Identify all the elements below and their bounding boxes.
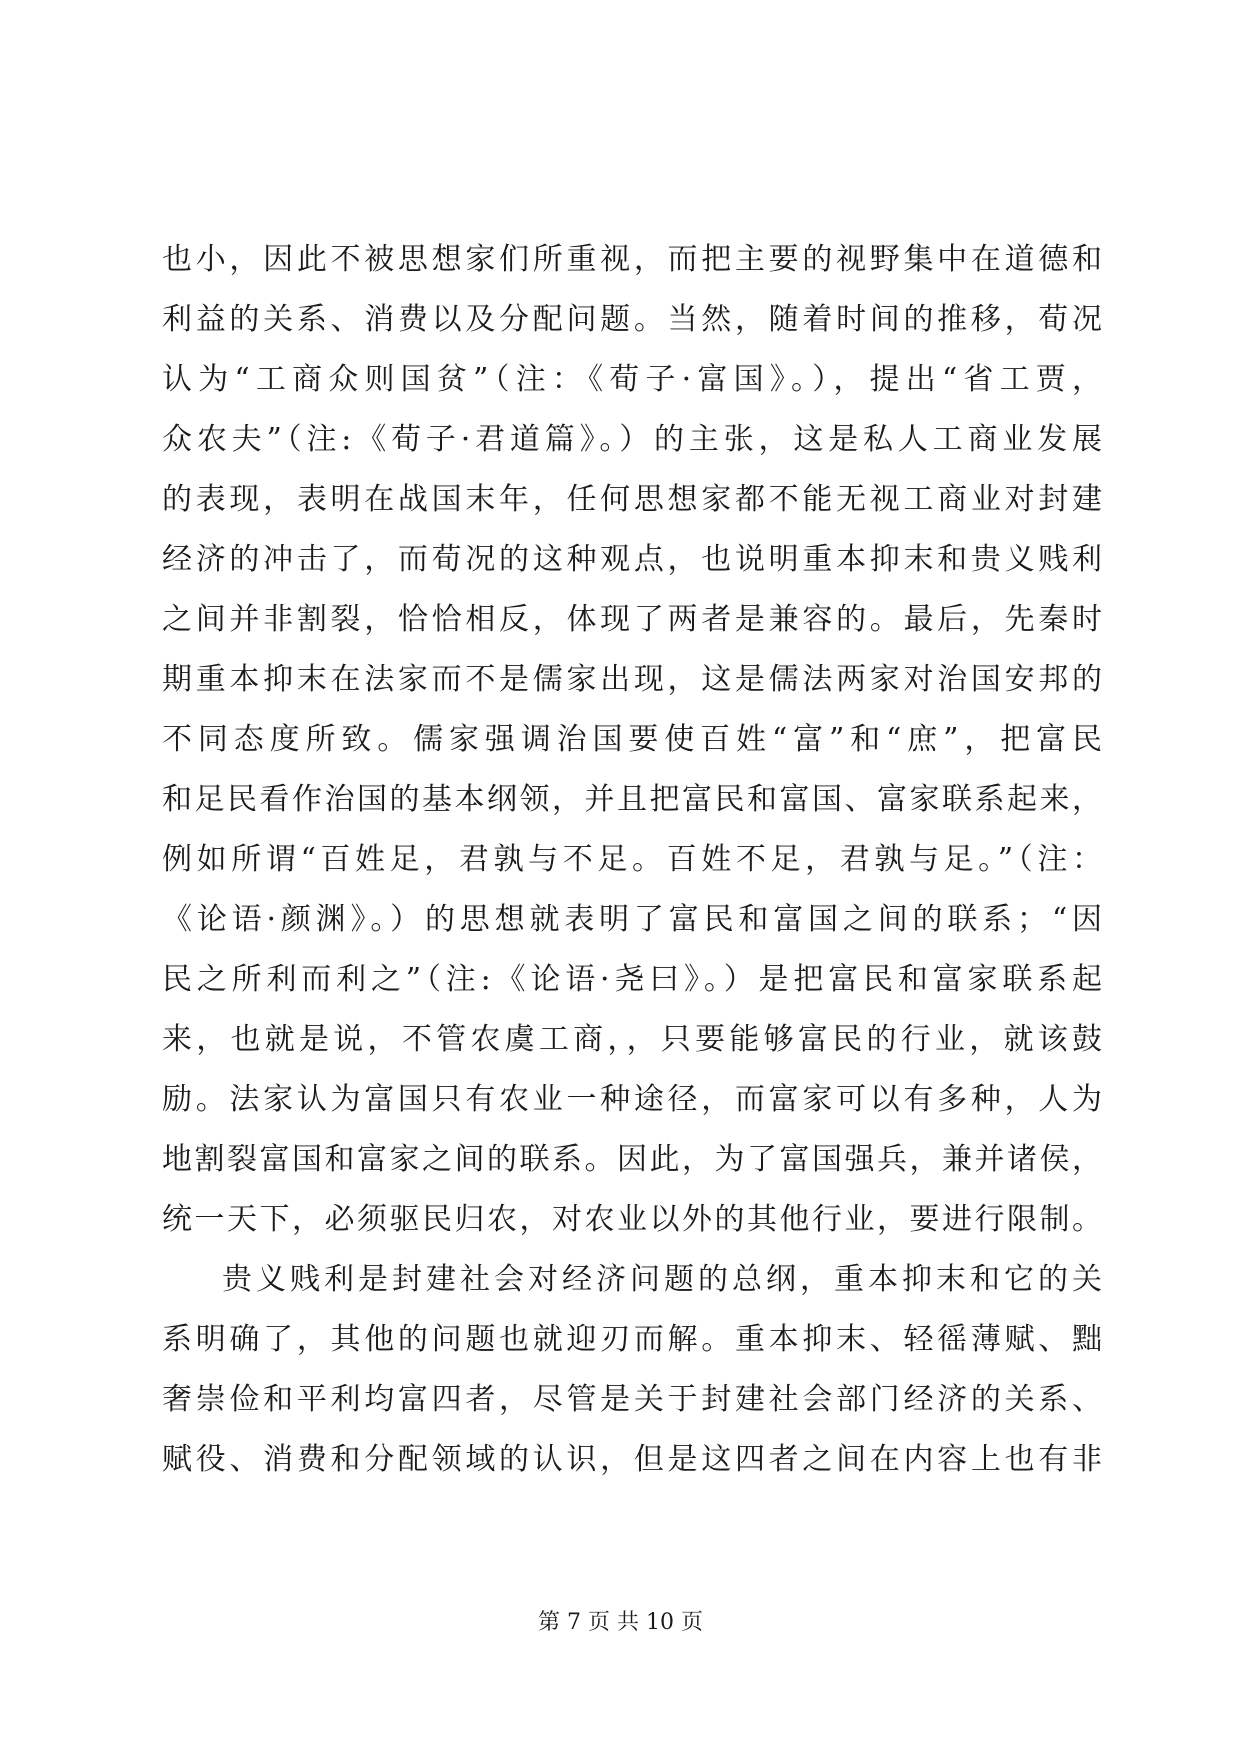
text-line: 认为“工商众则国贫”（注：《荀子·富国》。），提出“省工贾， [162, 362, 1109, 397]
text-line: 期重本抑末在法家而不是儒家出现，这是儒法两家对治国安邦的 [162, 662, 1106, 697]
text-line: 地割裂富国和富家之间的联系。因此，为了富国强兵，兼并诸侯， [162, 1142, 1105, 1177]
text-line: 例如所谓“百姓足，君孰与不足。百姓不足，君孰与足。”（注： [162, 842, 1107, 877]
page-footer: 第 7 页 共 10 页 [538, 1610, 703, 1635]
text-line: 统一天下，必须驱民归农，对农业以外的其他行业，要进行限制。 [162, 1202, 1105, 1237]
text-line: 不同态度所致。儒家强调治国要使百姓“富”和“庶”，把富民 [162, 722, 1108, 757]
text-line: 《论语·颜渊》。）的思想就表明了富民和富国之间的联系；“因 [162, 902, 1107, 937]
text-line: 和足民看作治国的基本纲领，并且把富民和富国、富家联系起来， [162, 782, 1105, 817]
text-line: 励。法家认为富国只有农业一种途径，而富家可以有多种，人为 [162, 1082, 1106, 1117]
text-line: 来，也就是说，不管农虞工商，，只要能够富民的行业，就该鼓 [162, 1022, 1107, 1057]
text-line: 也小，因此不被思想家们所重视，而把主要的视野集中在道德和 [162, 242, 1106, 277]
body-text [162, 230, 1109, 1490]
text-line: 众农夫”（注:《荀子·君道篇》。）的主张，这是私人工商业发展 [162, 422, 1107, 457]
paragraph-first-line: 贵义贱利是封建社会对经济问题的总纲，重本抑末和它的关 [222, 1262, 1106, 1297]
text-line: 系明确了，其他的问题也就迎刃而解。重本抑末、轻徭薄赋、黜 [162, 1322, 1106, 1357]
text-line: 赋役、消费和分配领域的认识，但是这四者之间在内容上也有非 [162, 1442, 1106, 1477]
text-line: 奢崇俭和平利均富四者，尽管是关于封建社会部门经济的关系、 [162, 1382, 1106, 1417]
text-line: 之间并非割裂，恰恰相反，体现了两者是兼容的。最后，先秦时 [162, 602, 1106, 637]
text-line: 的表现，表明在战国末年，任何思想家都不能无视工商业对封建 [162, 482, 1106, 517]
text-line: 经济的冲击了，而荀况的这种观点，也说明重本抑末和贵义贱利 [162, 542, 1106, 577]
text-line: 民之所利而利之”（注:《论语·尧曰》。）是把富民和富家联系起 [162, 962, 1107, 997]
text-line: 利益的关系、消费以及分配问题。当然，随着时间的推移，荀况 [162, 302, 1106, 337]
